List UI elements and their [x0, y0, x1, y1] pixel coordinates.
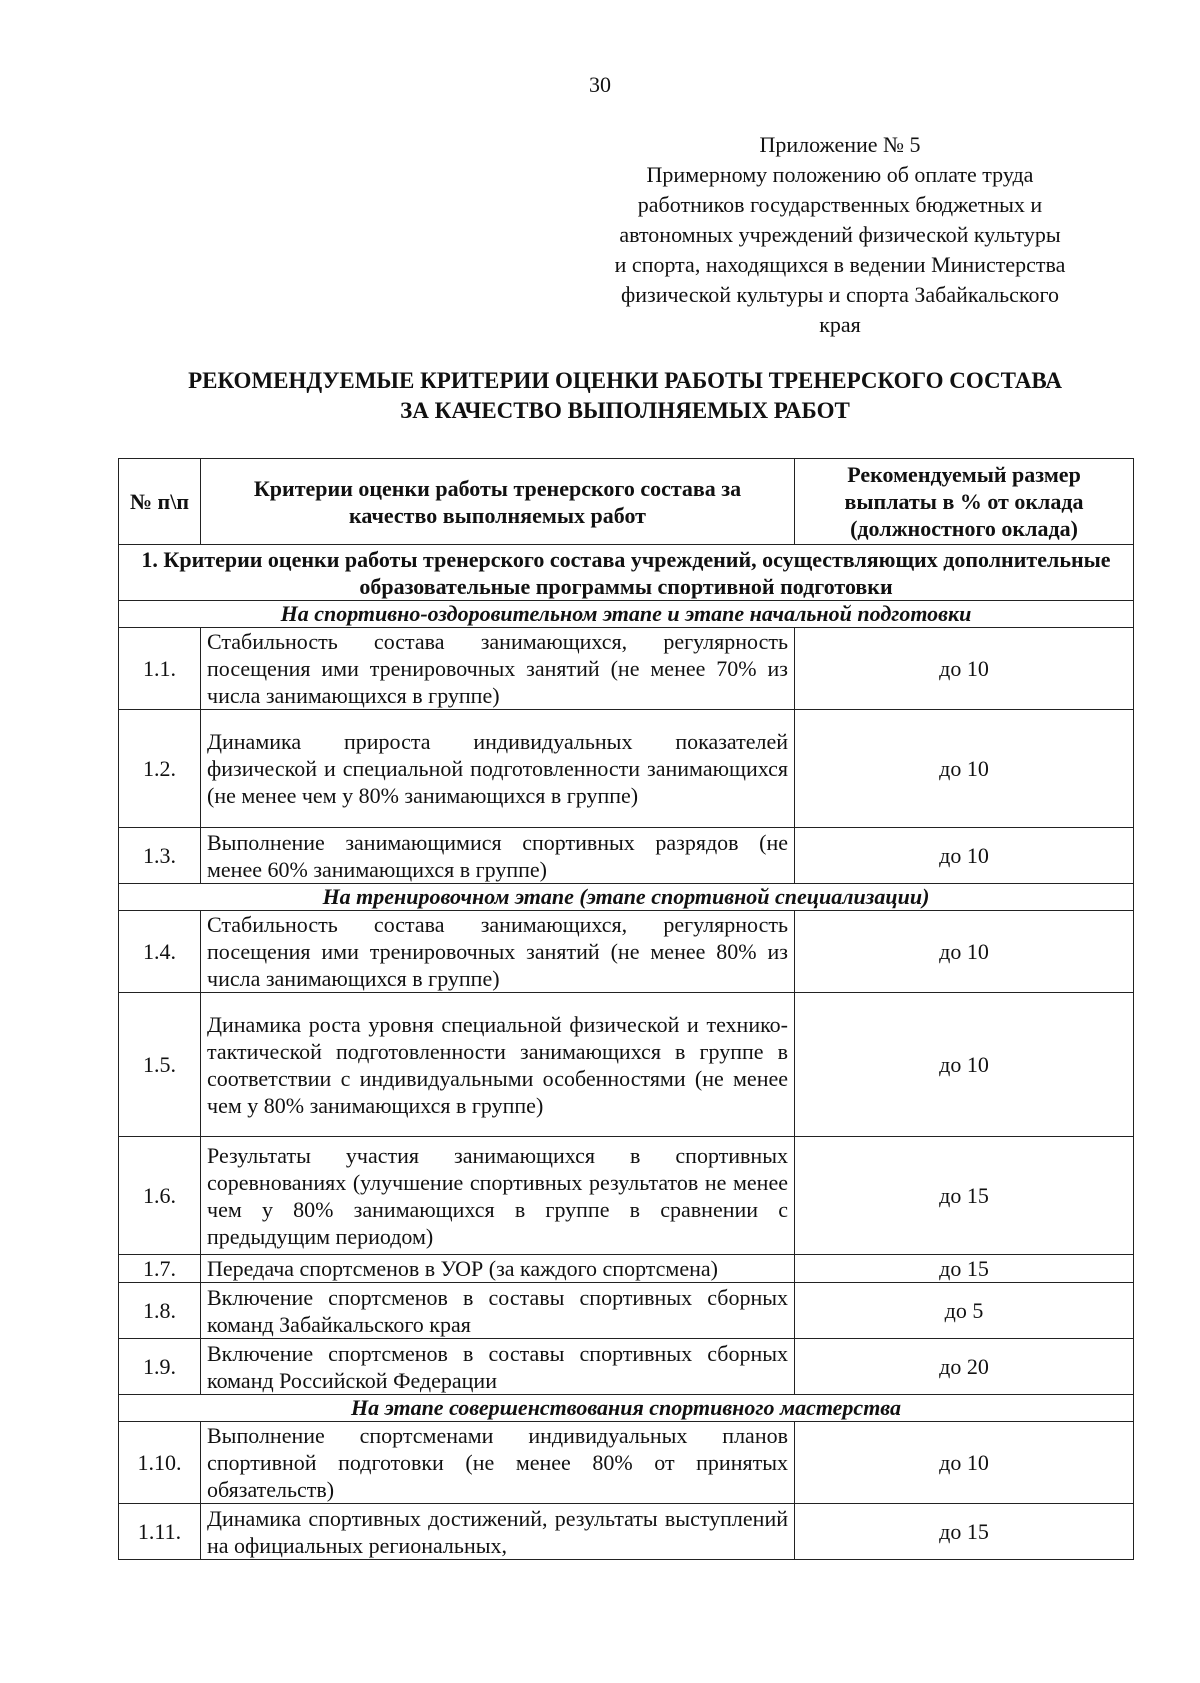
row-criterion: Динамика роста уровня специальной физической и технико-тактической подготовленности занимающихся в группе в соответствии с индивидуальными особенностями (не менее чем у 80% занимающихся в группе) — [201, 993, 795, 1137]
table-row — [119, 1255, 1134, 1283]
title-line: РЕКОМЕНДУЕМЫЕ КРИТЕРИИ ОЦЕНКИ РАБОТЫ ТРЕНЕРСКОГО СОСТАВА — [188, 368, 1062, 393]
row-number: 1.3. — [119, 828, 201, 884]
row-number: 1.7. — [119, 1255, 201, 1283]
stage-title: На этапе совершенствования спортивного мастерства — [119, 1395, 1134, 1422]
title-line: ЗА КАЧЕСТВО ВЫПОЛНЯЕМЫХ РАБОТ — [400, 398, 850, 423]
appendix-line: автономных учреждений физической культуры — [619, 222, 1061, 247]
stage-title: На тренировочном этапе (этапе спортивной специализации) — [119, 884, 1134, 911]
row-criterion: Выполнение занимающимися спортивных разрядов (не менее 60% занимающихся в группе) — [201, 828, 795, 884]
row-payment: до 10 — [795, 628, 1134, 710]
row-payment: до 20 — [795, 1339, 1134, 1395]
stage-row — [119, 601, 1134, 628]
row-number: 1.10. — [119, 1422, 201, 1504]
row-number: 1.8. — [119, 1283, 201, 1339]
appendix-line: Примерному положению об оплате труда — [646, 162, 1034, 187]
row-criterion: Стабильность состава занимающихся, регулярность посещения ими тренировочных занятий (не менее 70% из числа занимающихся в группе) — [201, 628, 795, 710]
table-row — [119, 1339, 1134, 1395]
row-payment: до 5 — [795, 1283, 1134, 1339]
row-criterion: Стабильность состава занимающихся, регулярность посещения ими тренировочных занятий (не менее 80% из числа занимающихся в группе) — [201, 911, 795, 993]
row-number: 1.2. — [119, 710, 201, 828]
row-payment: до 15 — [795, 1504, 1134, 1560]
table-row — [119, 1283, 1134, 1339]
table-row — [119, 1422, 1134, 1504]
header-number: № п\п — [119, 459, 201, 545]
row-number: 1.1. — [119, 628, 201, 710]
appendix-line: Приложение № 5 — [759, 132, 921, 157]
row-payment: до 10 — [795, 911, 1134, 993]
table-row — [119, 710, 1134, 828]
header-criteria: Критерии оценки работы тренерского состава за качество выполняемых работ — [201, 459, 795, 545]
row-number: 1.9. — [119, 1339, 201, 1395]
row-criterion: Выполнение спортсменами индивидуальных планов спортивной подготовки (не менее 80% от принятых обязательств) — [201, 1422, 795, 1504]
stage-row — [119, 884, 1134, 911]
row-criterion: Результаты участия занимающихся в спортивных соревнованиях (улучшение спортивных результатов не менее чем у 80% занимающихся в группе в сравнении с предыдущим периодом) — [201, 1137, 795, 1255]
appendix-line: физической культуры и спорта Забайкальского — [621, 282, 1059, 307]
table-row — [119, 993, 1134, 1137]
row-criterion: Динамика прироста индивидуальных показателей физической и специальной подготовленности занимающихся (не менее чем у 80% занимающихся в группе) — [201, 710, 795, 828]
row-payment: до 10 — [795, 1422, 1134, 1504]
table-row — [119, 1504, 1134, 1560]
table-row — [119, 911, 1134, 993]
table-row — [119, 828, 1134, 884]
appendix-line: края — [819, 312, 861, 337]
row-payment: до 10 — [795, 828, 1134, 884]
stage-title: На спортивно-оздоровительном этапе и этапе начальной подготовки — [119, 601, 1134, 628]
row-payment: до 10 — [795, 710, 1134, 828]
row-criterion: Включение спортсменов в составы спортивных сборных команд Забайкальского края — [201, 1283, 795, 1339]
row-payment: до 15 — [795, 1137, 1134, 1255]
stage-row — [119, 1395, 1134, 1422]
table-header-row — [119, 459, 1134, 545]
section-title: 1. Критерии оценки работы тренерского состава учреждений, осуществляющих дополнительные образовательные программы спортивной подготовки — [119, 545, 1134, 601]
row-number: 1.6. — [119, 1137, 201, 1255]
header-payment: Рекомендуемый размер выплаты в % от оклада (должностного оклада) — [795, 459, 1134, 545]
table-row — [119, 1137, 1134, 1255]
row-number: 1.11. — [119, 1504, 201, 1560]
section-row — [119, 545, 1134, 601]
row-payment: до 10 — [795, 993, 1134, 1137]
row-criterion: Передача спортсменов в УОР (за каждого спортсмена) — [201, 1255, 795, 1283]
document-title — [120, 366, 1130, 426]
page-number: 30 — [589, 72, 611, 97]
criteria-table — [118, 458, 1134, 1560]
row-criterion: Динамика спортивных достижений, результаты выступлений на официальных региональных, — [201, 1504, 795, 1560]
row-number: 1.5. — [119, 993, 201, 1137]
row-number: 1.4. — [119, 911, 201, 993]
table-row — [119, 628, 1134, 710]
appendix-note — [570, 130, 1110, 340]
row-payment: до 15 — [795, 1255, 1134, 1283]
row-criterion: Включение спортсменов в составы спортивных сборных команд Российской Федерации — [201, 1339, 795, 1395]
appendix-line: и спорта, находящихся в ведении Министерства — [614, 252, 1066, 277]
appendix-line: работников государственных бюджетных и — [637, 192, 1043, 217]
